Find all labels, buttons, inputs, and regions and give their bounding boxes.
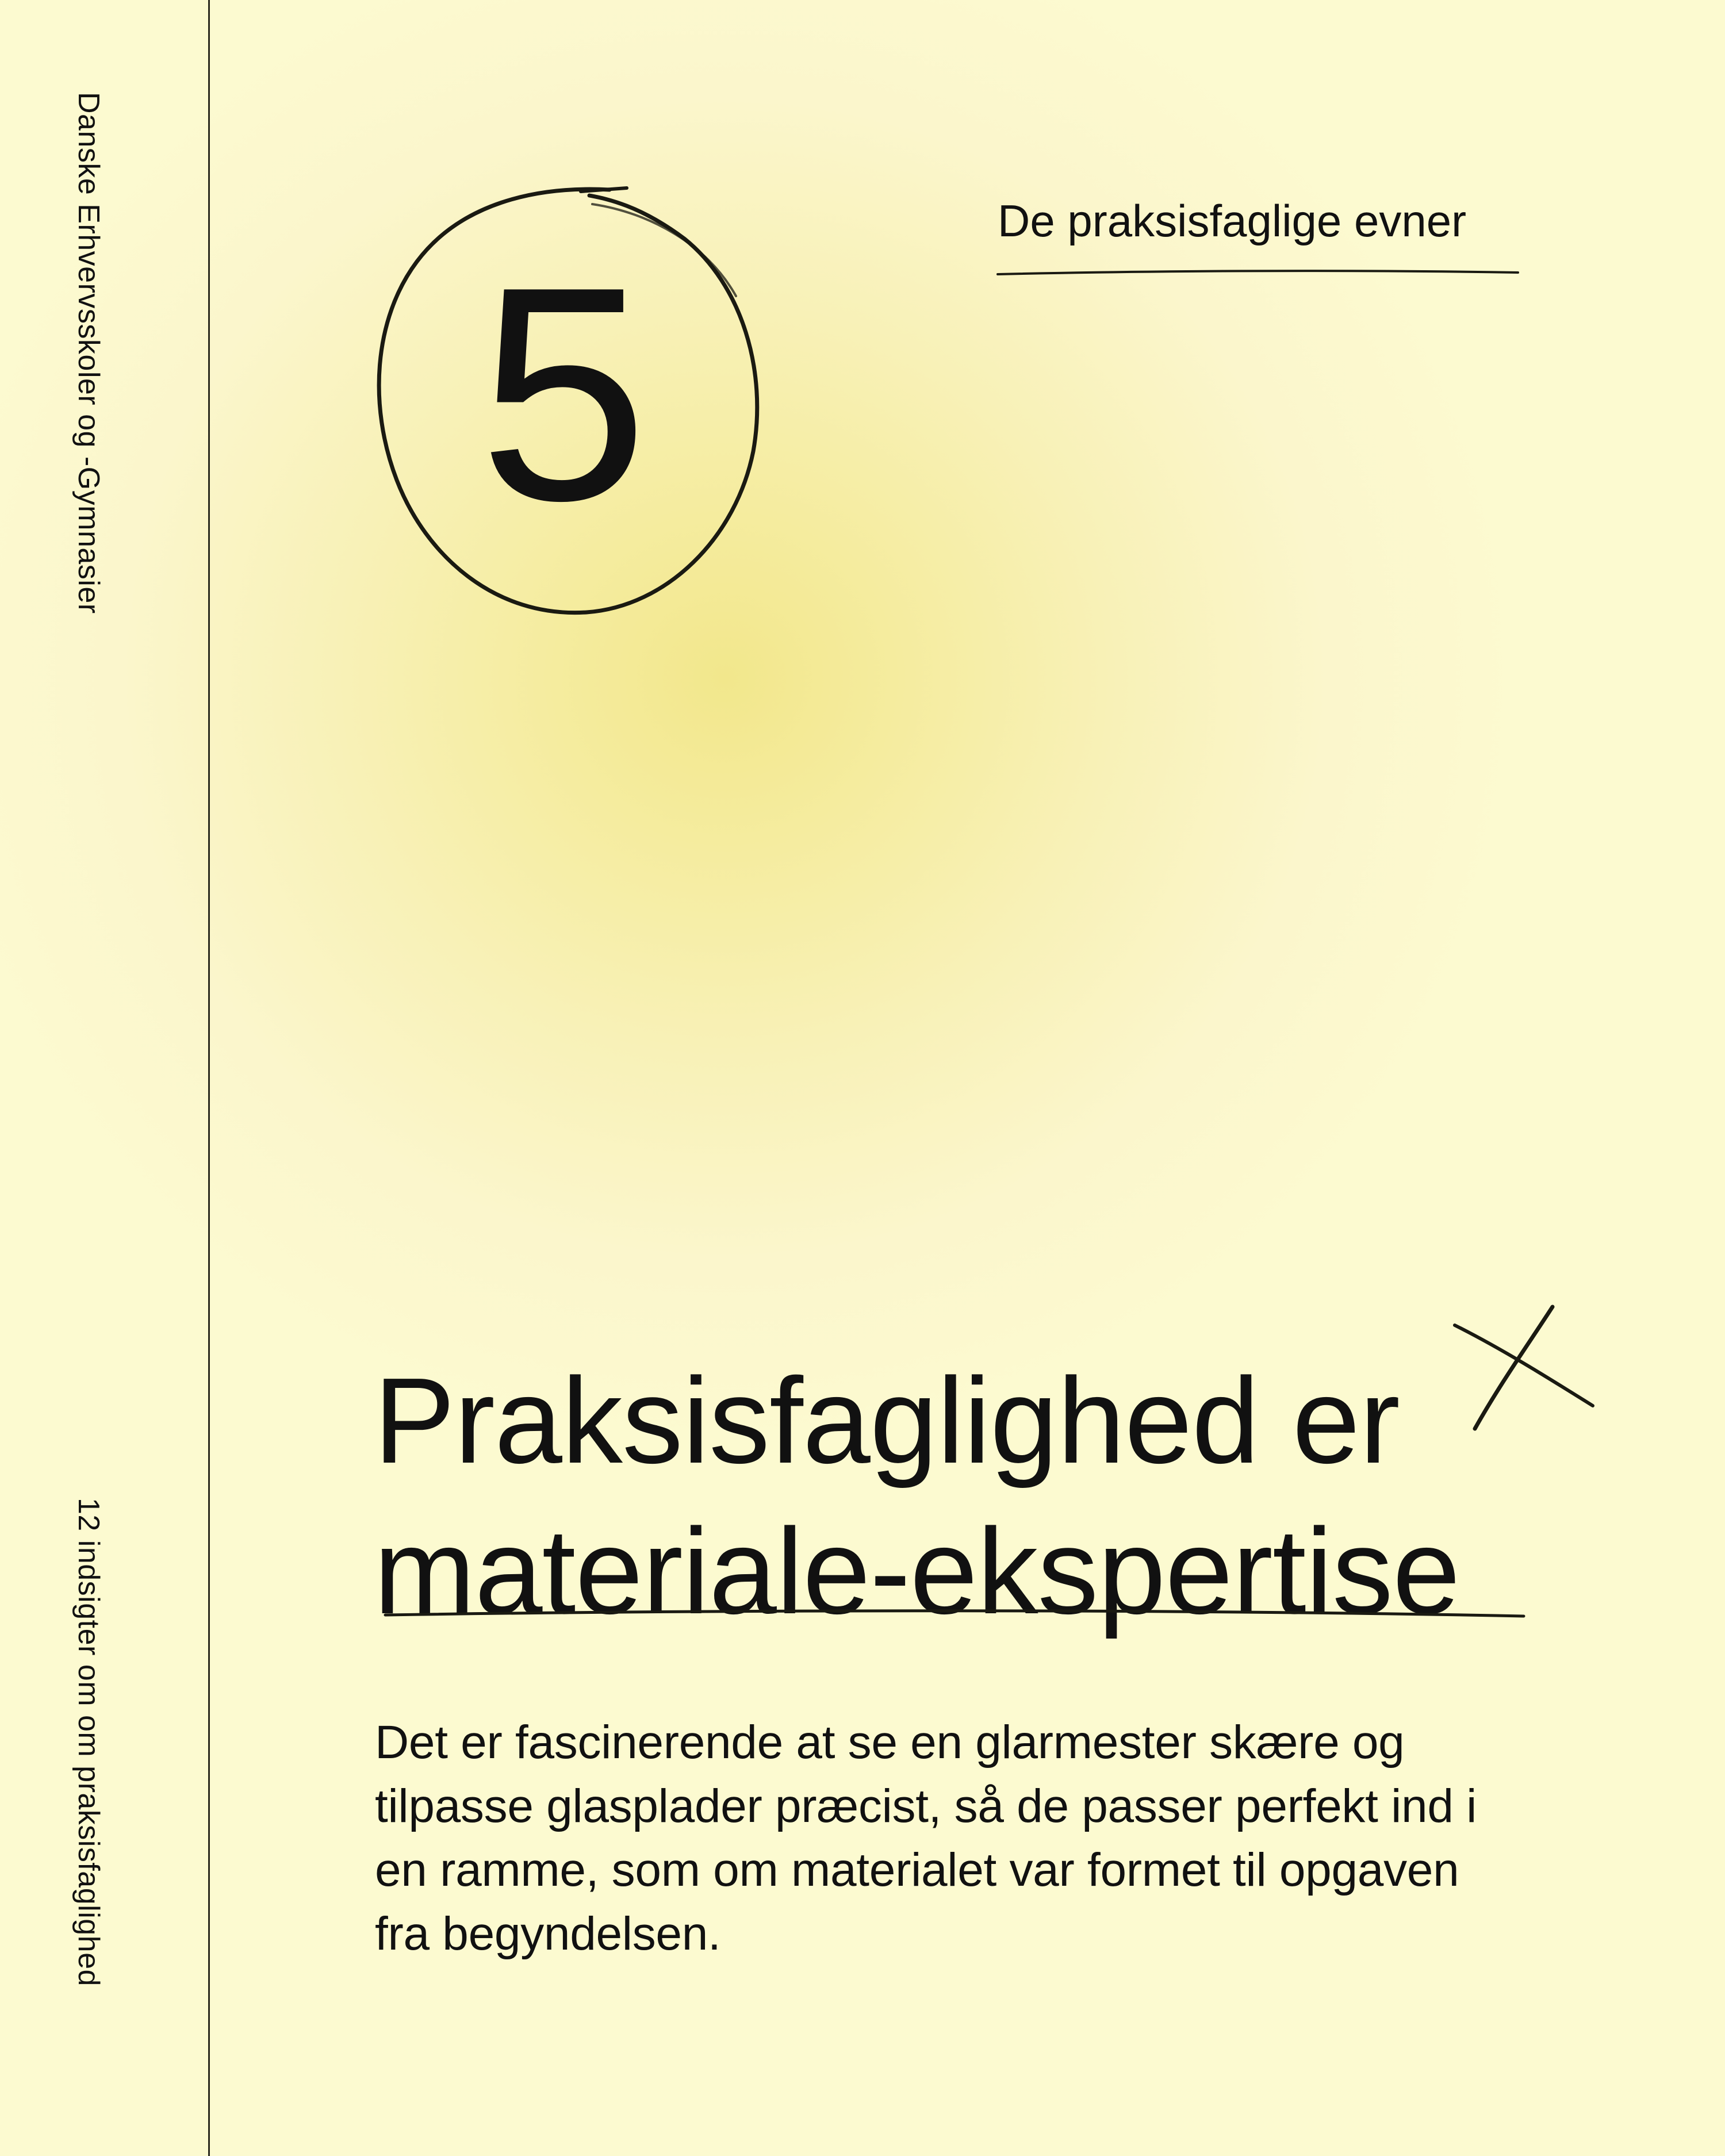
spine-divider (208, 0, 210, 2156)
title-line-2: materiale-ekspertise (374, 1503, 1460, 1639)
chapter-number-badge (362, 181, 765, 630)
kicker-underline (995, 267, 1524, 279)
title-line-1: Praksisfaglighed er (374, 1352, 1400, 1489)
hand-drawn-cross-icon (1449, 1296, 1604, 1440)
chapter-number: 5 (478, 224, 649, 564)
spine-publisher: Danske Erhvervsskoler og -Gymnasier (72, 92, 105, 614)
intro-paragraph: Det er fascinerende at se en glarmester skære og tilpasse glasplader præcist, så de passer perfekt ind i en ramme, som om materialet var formet til opgaven fra begyndelsen. (375, 1716, 1477, 1960)
title-underline (382, 1607, 1527, 1620)
spine-series-title: 12 indsigter om om praksisfaglighed (72, 1498, 105, 1986)
chapter-kicker: De praksisfaglige evner (998, 195, 1467, 246)
